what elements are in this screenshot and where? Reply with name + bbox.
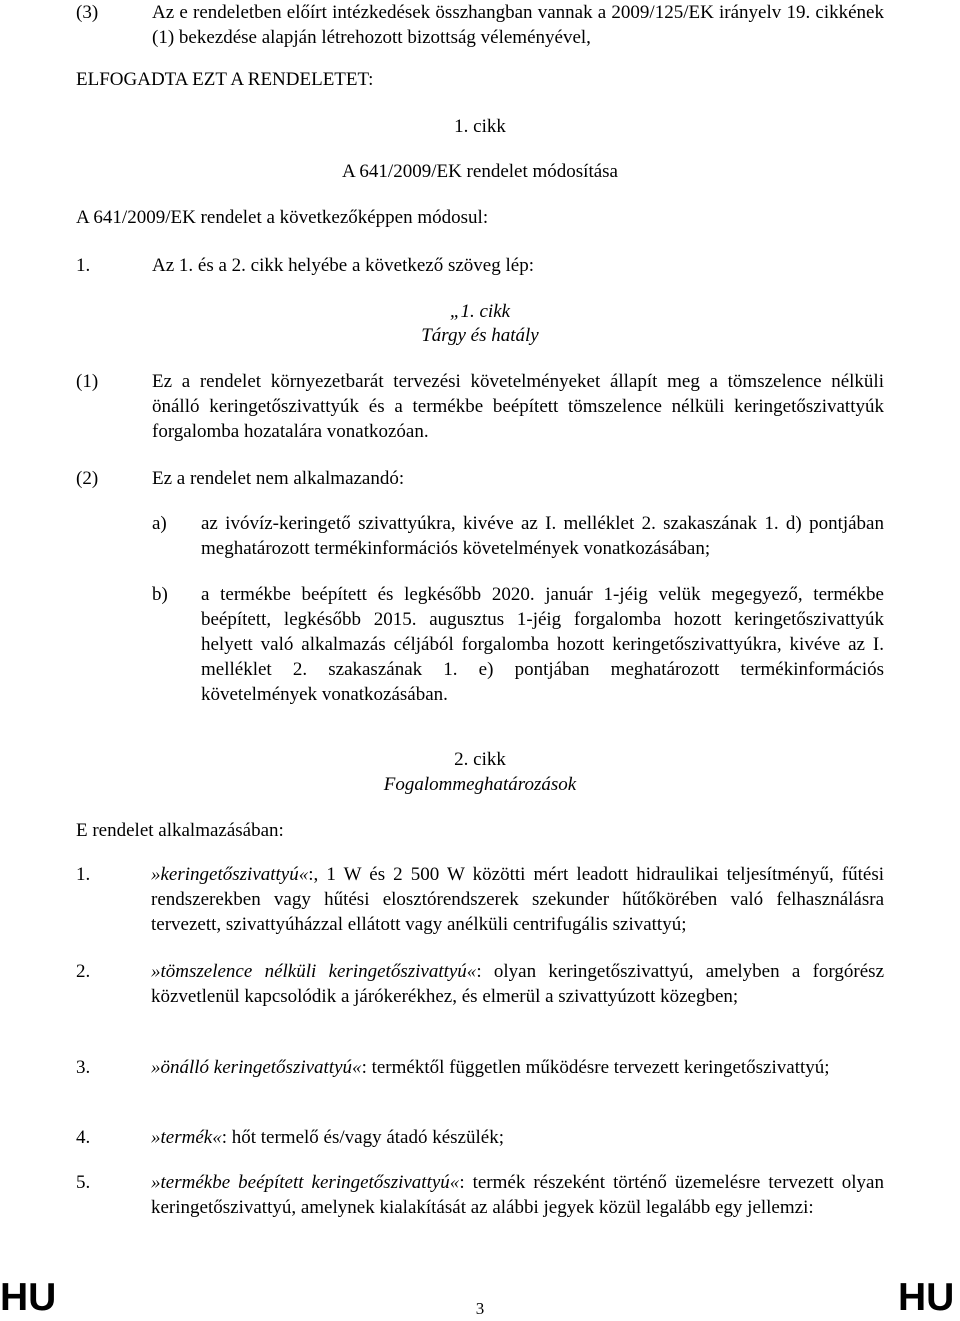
article-2-title: Fogalommeghatározások	[383, 774, 577, 795]
definition-2-term: »tömszelence nélküli keringetőszivattyú«	[151, 961, 477, 982]
article-1-intro: A 641/2009/EK rendelet a következőképpen módosul:	[76, 207, 489, 228]
definition-1-term: »keringetőszivattyú«	[151, 864, 309, 885]
recital-3	[76, 0, 884, 50]
article-1-item-1	[76, 253, 884, 278]
definition-2-body: : olyan keringetőszivattyú, amelyben a forgórész közvetlenül kapcsolódik a járókerékhez, és elmerül a szivattyúzott közegben;	[151, 961, 884, 1007]
definition-4-text	[151, 1125, 884, 1150]
definition-1-text	[151, 862, 884, 937]
definition-3	[76, 1055, 884, 1080]
page-number: 3	[475, 1299, 485, 1318]
paragraph-2	[76, 466, 884, 491]
point-a-text: az ivóvíz-keringető szivattyúkra, kivéve az I. melléklet 2. szakaszának 1. d) pontjában meghatározott termékinformációs követelmények vonatkozásában;	[201, 513, 884, 559]
point-a	[152, 511, 884, 561]
definition-1-number: 1.	[76, 864, 91, 885]
definition-4-number: 4.	[76, 1127, 91, 1148]
definition-4-body: : hőt termelő és/vagy átadó készülék;	[221, 1127, 504, 1148]
definition-3-text	[151, 1055, 884, 1080]
definition-2-number: 2.	[76, 961, 91, 982]
definition-3-term: »önálló keringetőszivattyú«	[151, 1057, 362, 1078]
definition-5-number: 5.	[76, 1172, 91, 1193]
recital-3-number: (3)	[76, 2, 99, 23]
point-a-label: a)	[152, 513, 167, 534]
definition-4-term: »termék«	[151, 1127, 222, 1148]
definition-2	[76, 959, 884, 1009]
definition-3-number: 3.	[76, 1057, 91, 1078]
paragraph-1	[76, 369, 884, 444]
point-b-label: b)	[152, 584, 168, 605]
paragraph-2-number: (2)	[76, 468, 99, 489]
quoted-article-1-title: Tárgy és hatály	[421, 325, 539, 346]
point-b	[152, 582, 884, 707]
point-b-text: a termékbe beépített és legkésőbb 2020. január 1-jéig velük megegyező, termékbe beépített, legkésőbb 2015. augusztus 1-jéig forgalomba hozott keringetőszivattyúk helyett való alkalmazás céljából forgalomba hozott keringetőszivattyúkra, kivéve az I. melléklet 2. szakaszának 1. e) pontjában meghatározott termékinformációs követelmények vonatkozásában.	[201, 584, 884, 705]
footer-language-right: HU	[898, 1276, 955, 1319]
footer-language-left: HU	[0, 1276, 57, 1319]
definition-5-text	[151, 1170, 884, 1220]
article-2-heading: 2. cikk	[454, 749, 506, 770]
adoption-formula: ELFOGADTA EZT A RENDELETET:	[76, 69, 374, 90]
definition-1	[76, 862, 884, 937]
recital-3-text: Az e rendeletben előírt intézkedések összhangban vannak a 2009/125/EK irányelv 19. cikkének (1) bekezdése alapján létrehozott bizottság véleményével,	[152, 2, 884, 48]
definition-1-body: :, 1 W és 2 500 W közötti mért leadott hidraulikai teljesítményű, fűtési rendszerekben vagy hűtési elosztórendszerek szekunder hűtőkörében való felhasználásra tervezett, szivattyúházzal ellátott vagy anélküli centrifugális szivattyú;	[151, 864, 884, 935]
paragraph-2-text: Ez a rendelet nem alkalmazandó:	[152, 468, 405, 489]
article-2-intro: E rendelet alkalmazásában:	[76, 820, 284, 841]
definition-5-term: »termékbe beépített keringetőszivattyú«	[151, 1172, 460, 1193]
definition-5	[76, 1170, 884, 1220]
quoted-article-1-heading: „1. cikk	[449, 301, 511, 322]
article-1-title: A 641/2009/EK rendelet módosítása	[342, 161, 618, 182]
paragraph-1-text: Ez a rendelet környezetbarát tervezési követelményeket állapít meg a tömszelence nélküli önálló keringetőszivattyúk és a termékbe beépített tömszelence nélküli keringetőszivattyúk forgalomba hozatalára vonatkozóan.	[152, 371, 884, 442]
definition-3-body: : terméktől független működésre tervezett keringetőszivattyú;	[361, 1057, 830, 1078]
article-1-heading: 1. cikk	[454, 116, 506, 137]
article-1-item-1-text: Az 1. és a 2. cikk helyébe a következő szöveg lép:	[152, 255, 534, 276]
definition-5-body: : termék részeként történő üzemelésre tervezett olyan keringetőszivattyú, amelynek kialakítását az alábbi jegyek közül legalább egy jellemzi:	[151, 1172, 884, 1218]
paragraph-1-number: (1)	[76, 371, 99, 392]
article-1-item-1-number: 1.	[76, 255, 91, 276]
definition-2-text	[151, 959, 884, 1009]
definition-4	[76, 1125, 884, 1150]
